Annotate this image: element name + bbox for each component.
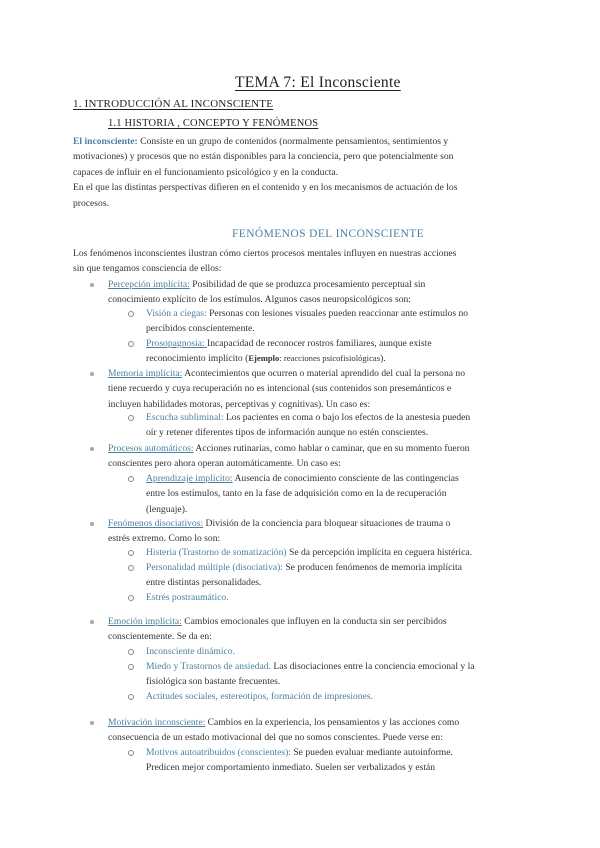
circle-bullet-icon <box>128 476 134 482</box>
bullet-icon <box>90 620 94 624</box>
circle-bullet-icon <box>128 550 134 556</box>
document-page: TEMA 7: El Inconsciente 1. INTRODUCCIÓN AL INCONSCIENTE 1.1 HISTORIA , CONCEPTO Y FENÓMENOS El inconsciente: Consiste en un grupo de contenidos (normalmente pensamientos, sentimientos y motivaciones) y procesos que no están disponibles para la conciencia, pero que potencialmente son capaces de influir en el funcionamiento psicológico y en la conducta. En el que las distintas perspectivas difieren en el contenido y en los mecanismos de actuación de los procesos. FENÓMENOS DEL INCONSCIENTE Los fenómenos inconscientes ilustran cómo ciertos procesos mentales influyen en nuestras acciones sin que tengamos consciencia de ellos: Percepción implícita: Posibilidad de que se produzca procesamiento perceptual sin conocimiento explícito de los estímulos. Algunos casos neuropsicológicos son: Visión a ciegas: Personas con lesiones visuales pueden reaccionar ante estímulos no percibidos conscientemente. Prosopagnosia: Incapacidad de reconocer rostros familiares, aunque existe reconocimiento implícito (Ejemplo: reacciones psicofisiológicas). Memoria implícita: Acontecimientos que ocurren o material aprendido del cual la persona no tiene recuerdo y cuya recuperación no es intencional (sus contenidos son presemánticos e incluyen habilidades motoras, perceptivas y cognitivas). Un caso es: Escucha subliminal: Los pacientes en coma o bajo los efectos de la anestesia pueden oír y retener diferentes tipos de información aunque no estén conscientes. Procesos automáticos: Acciones rutinarias, como hablar o caminar, que en su momento fueron conscientes pero ahora operan automáticamente. Un caso es: Aprendizaje implícito: Ausencia de conocimiento consciente de las contingencias entre los estímulos, tanto en la fase de adquisición como en la de recuperación (lenguaje). Fenómenos disociativos: División de la conciencia para bloquear situaciones de trauma o estrés extremo. Como lo son: Histeria (Trastorno de somatización) Se da percepción implícita en ceguera histérica. Personalidad múltiple (disociativa): Se producen fenómenos de memoria implícita entre distintas personalidades. Estrés postraumático. Emoción implícita: Cambios emocionales que influyen en la conducta sin ser percibidos conscientemente. Se da en: Inconsciente dinámico. Miedo y Trastornos de ansiedad. Las disociaciones entre la conciencia emocional y la fisiológica son bastante frecuentes. Actitudes sociales, estereotipos, formación de impresiones. Motivación inconsciente: Cambios en la experiencia, los pensamientos y las acciones como consecuencia de un estado motivacional del que no somos conscientes. Puede verse en: Motivos autoatribuidos (conscientes): Se pueden evaluar mediante autoinforme. Predicen mejor comportamiento inmediato. Suelen ser verbalizados y están <box>0 0 600 848</box>
circle-bullet-icon <box>128 415 134 421</box>
circle-bullet-icon <box>128 750 134 756</box>
subsection-title: FENÓMENOS DEL INCONSCIENTE <box>232 228 425 240</box>
intro-term: El inconsciente: <box>73 136 138 147</box>
bullet-icon <box>90 283 94 287</box>
circle-bullet-icon <box>128 664 134 670</box>
intro-paragraph: El inconsciente: Consiste en un grupo de contenidos (normalmente pensamientos, sentimientos y motivaciones) y procesos que no están disponibles para la conciencia, pero que potencialmente son capaces de influir en el funcionamiento psicológico y en la conducta. En el que las distintas perspectivas difieren en el contenido y en los mecanismos de actuación de los procesos. <box>73 136 458 209</box>
bullet-icon <box>90 522 94 526</box>
bullet-icon <box>90 721 94 725</box>
lead-paragraph: Los fenómenos inconscientes ilustran cómo ciertos procesos mentales influyen en nuestras acciones sin que tengamos consciencia de ellos: <box>73 248 457 275</box>
circle-bullet-icon <box>128 341 134 347</box>
bullet-icon <box>90 447 94 451</box>
bullet-icon <box>90 372 94 376</box>
section-heading: 1. INTRODUCCIÓN AL INCONSCIENTE <box>73 98 274 110</box>
circle-bullet-icon <box>128 694 134 700</box>
circle-bullet-icon <box>128 311 134 317</box>
circle-bullet-icon <box>128 649 134 655</box>
subsection-heading: 1.1 HISTORIA , CONCEPTO Y FENÓMENOS <box>108 118 319 129</box>
circle-bullet-icon <box>128 565 134 571</box>
page-title: TEMA 7: El Inconsciente <box>235 74 401 91</box>
circle-bullet-icon <box>128 595 134 601</box>
